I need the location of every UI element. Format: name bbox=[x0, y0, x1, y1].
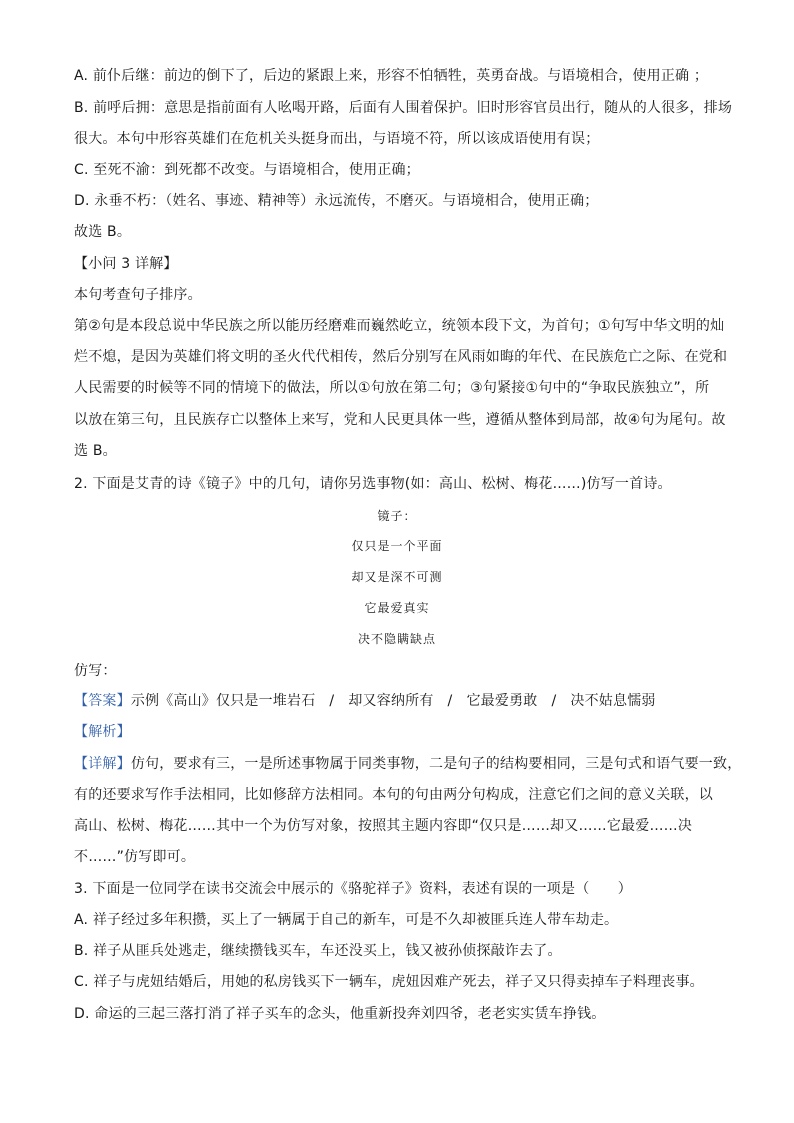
answer-conclusion: 故选 B。 bbox=[74, 224, 132, 240]
option-b-explanation-cont: 很大。本句中形容英雄们在危机关头挺身而出，与语境不符，所以该成语使用有误； bbox=[74, 131, 600, 147]
paragraph-line: 人民需要的时候等不同的情境下的做法，所以①句放在第二句；③句紧接①句中的“争取民族独立”，所 bbox=[74, 380, 710, 396]
detail-line: 有的还要求写作手法相同，比如修辞方法相同。本句的句由两分句构成，注意它们之间的意义关联，以 bbox=[74, 787, 713, 803]
poem-line: 却又是深不可测 bbox=[351, 570, 443, 584]
question-3-option-d: D. 命运的三起三落打消了祥子买车的念头，他重新投奔刘四爷，老老实实赁车挣钱。 bbox=[74, 1006, 606, 1022]
analysis-tag: 【解析】 bbox=[74, 724, 131, 740]
option-c-explanation: C. 至死不渝：到死都不改变。与语境相合，使用正确； bbox=[74, 162, 420, 178]
paragraph-line: 本句考查句子排序。 bbox=[74, 287, 202, 303]
option-b-explanation: B. 前呼后拥：意思是指前面有人吆喝开路，后面有人围着保护。旧时形容官员出行，随从的人很多，排场 bbox=[74, 100, 733, 116]
poem-line: 仅只是一个平面 bbox=[351, 539, 443, 553]
question-3-option-a: A. 祥子经过多年积攒，买上了一辆属于自己的新车，可是不久却被匪兵连人带车劫走。 bbox=[74, 912, 619, 928]
question-3-option-b: B. 祥子从匪兵处逃走，继续攒钱买车，车还没买上，钱又被孙侦探敲诈去了。 bbox=[74, 943, 562, 959]
paragraph-line: 第②句是本段总说中华民族之所以能历经磨难而巍然屹立，统领本段下文，为首句；①句写中华文明的灿 bbox=[74, 318, 725, 334]
paragraph-line: 烂不熄，是因为英雄们将文明的圣火代代相传，然后分别写在风雨如晦的年代、在民族危亡之际、在党和 bbox=[74, 349, 728, 365]
imitate-label: 仿写： bbox=[74, 663, 117, 679]
answer-part: 却又容纳所有 bbox=[348, 693, 434, 709]
option-a-explanation: A. 前仆后继：前边的倒下了，后边的紧跟上来，形容不怕牺牲，英勇奋战。与语境相合，使用正确 ； bbox=[74, 68, 709, 84]
detail-text: 仿句，要求有三，一是所述事物属于同类事物，二是句子的结构要相同，三是句式和语气要一致， bbox=[130, 756, 742, 772]
option-d-explanation: D. 永垂不朽：（姓名、事迹、精神等）永远流传，不磨灭。与语境相合，使用正确； bbox=[74, 193, 599, 209]
answer-part: 示例《高山》仅只是一堆岩石 bbox=[130, 693, 316, 709]
answer-separator: / bbox=[329, 693, 335, 709]
answer-separator: / bbox=[447, 693, 453, 709]
question-2-prompt: 2. 下面是艾青的诗《镜子》中的几句，请你另选事物(如：高山、松树、梅花……)仿写一首诗。 bbox=[74, 476, 672, 492]
detail-line bbox=[74, 754, 741, 774]
question-3-option-c: C. 祥子与虎妞结婚后，用她的私房钱买下一辆车，虎妞因难产死去，祥子又只得卖掉车子料理丧事。 bbox=[74, 974, 704, 990]
poem-line: 它最爱真实 bbox=[364, 601, 430, 615]
answer-part: 它最爱勇敢 bbox=[466, 693, 538, 709]
detail-line: 不……”仿写即可。 bbox=[74, 849, 196, 865]
paragraph-line: 选 B。 bbox=[74, 443, 117, 459]
detail-line: 高山、松树、梅花……其中一个为仿写对象，按照其主题内容即“仅只是……却又……它最爱……决 bbox=[74, 818, 693, 834]
detail-tag: 【详解】 bbox=[74, 756, 131, 772]
poem-title: 镜子： bbox=[377, 509, 417, 523]
answer-line bbox=[74, 691, 656, 711]
answer-separator: / bbox=[551, 693, 557, 709]
subquestion-3-heading: 【小问 3 详解】 bbox=[74, 256, 178, 272]
answer-part: 决不姑息懦弱 bbox=[570, 693, 656, 709]
poem-line: 决不隐瞒缺点 bbox=[357, 632, 436, 646]
question-3-prompt: 3. 下面是一位同学在读书交流会中展示的《骆驼祥子》资料，表述有误的一项是（ ） bbox=[74, 881, 633, 897]
paragraph-line: 以放在第三句，且民族存亡以整体上来写，党和人民更具体一些，遵循从整体到局部，故④句为尾句。故 bbox=[74, 412, 726, 428]
answer-tag: 【答案】 bbox=[74, 693, 131, 709]
